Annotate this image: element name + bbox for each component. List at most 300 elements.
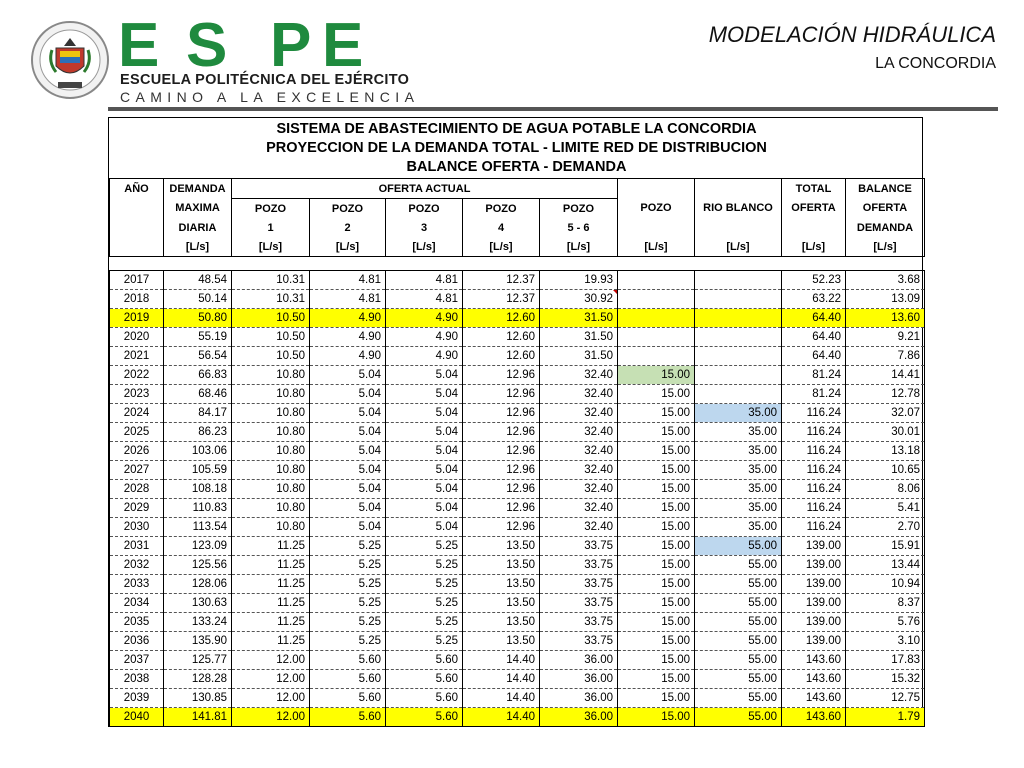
table-cell: 50.14 bbox=[164, 290, 232, 309]
table-cell: 13.50 bbox=[463, 537, 540, 556]
table-header-cell: [L/s] bbox=[310, 237, 386, 257]
table-cell: 12.96 bbox=[463, 404, 540, 423]
table-cell: 55.19 bbox=[164, 328, 232, 347]
table-cell: 2017 bbox=[110, 271, 164, 290]
table-cell: 10.50 bbox=[232, 347, 310, 366]
table-row bbox=[110, 613, 925, 632]
table-cell: 15.32 bbox=[846, 670, 925, 689]
table-cell: 4.81 bbox=[386, 271, 463, 290]
table-cell: 15.00 bbox=[618, 461, 695, 480]
table-cell: 55.00 bbox=[695, 670, 782, 689]
table-cell: 4.90 bbox=[386, 328, 463, 347]
table-header-cell: POZO bbox=[310, 199, 386, 219]
table-cell: 33.75 bbox=[540, 537, 618, 556]
table-cell: 5.04 bbox=[386, 385, 463, 404]
header-divider bbox=[108, 107, 998, 111]
table-cell bbox=[695, 347, 782, 366]
table-cell bbox=[695, 366, 782, 385]
table-cell: 30.92 bbox=[540, 290, 618, 309]
table-cell: 11.25 bbox=[232, 613, 310, 632]
table-cell: 11.25 bbox=[232, 537, 310, 556]
institution-motto: CAMINO A LA EXCELENCIA bbox=[120, 89, 420, 105]
table-cell: 32.40 bbox=[540, 442, 618, 461]
table-cell: 15.00 bbox=[618, 499, 695, 518]
table-cell: 2029 bbox=[110, 499, 164, 518]
table-cell: 4.90 bbox=[310, 347, 386, 366]
table-cell: 139.00 bbox=[782, 556, 846, 575]
table-header-cell: [L/s] bbox=[386, 237, 463, 257]
table-cell: 116.24 bbox=[782, 461, 846, 480]
table-cell: 10.31 bbox=[232, 290, 310, 309]
table-cell: 116.24 bbox=[782, 480, 846, 499]
table-header-cell: DEMANDA bbox=[164, 179, 232, 199]
table-cell: 10.80 bbox=[232, 404, 310, 423]
table-header-cell bbox=[695, 179, 782, 199]
table-cell: 5.04 bbox=[386, 404, 463, 423]
table-cell: 10.50 bbox=[232, 309, 310, 328]
table-cell: 12.60 bbox=[463, 328, 540, 347]
table-cell: 3.10 bbox=[846, 632, 925, 651]
table-row bbox=[110, 670, 925, 689]
table-row bbox=[110, 556, 925, 575]
page-title: MODELACIÓN HIDRÁULICA bbox=[708, 22, 996, 47]
table-cell: 32.40 bbox=[540, 480, 618, 499]
table-cell: 32.40 bbox=[540, 423, 618, 442]
table-cell: 64.40 bbox=[782, 328, 846, 347]
table-cell: 10.94 bbox=[846, 575, 925, 594]
table-row bbox=[110, 290, 925, 309]
table-cell: 8.37 bbox=[846, 594, 925, 613]
table-cell: 5.25 bbox=[310, 537, 386, 556]
table-cell: 36.00 bbox=[540, 689, 618, 708]
table-cell: 17.83 bbox=[846, 651, 925, 670]
table-cell: 2025 bbox=[110, 423, 164, 442]
table-cell: 105.59 bbox=[164, 461, 232, 480]
table-row bbox=[110, 328, 925, 347]
table-cell: 10.50 bbox=[232, 328, 310, 347]
table-cell: 15.00 bbox=[618, 366, 695, 385]
table-cell: 36.00 bbox=[540, 670, 618, 689]
table-cell: 10.31 bbox=[232, 271, 310, 290]
table-cell: 12.37 bbox=[463, 271, 540, 290]
table-cell: 10.65 bbox=[846, 461, 925, 480]
table-cell: 5.60 bbox=[386, 689, 463, 708]
table-cell: 5.25 bbox=[386, 632, 463, 651]
table-cell: 33.75 bbox=[540, 613, 618, 632]
table-cell: 12.96 bbox=[463, 461, 540, 480]
table-header-cell: POZO bbox=[232, 199, 310, 219]
table-cell: 12.96 bbox=[463, 366, 540, 385]
table-cell: 135.90 bbox=[164, 632, 232, 651]
table-cell: 81.24 bbox=[782, 385, 846, 404]
table-cell: 2027 bbox=[110, 461, 164, 480]
table-cell bbox=[695, 385, 782, 404]
table-cell: 35.00 bbox=[695, 461, 782, 480]
table-cell: 33.75 bbox=[540, 632, 618, 651]
table-row bbox=[110, 708, 925, 727]
brand-letter: E bbox=[322, 11, 364, 80]
table-cell: 10.80 bbox=[232, 385, 310, 404]
table-cell: 12.37 bbox=[463, 290, 540, 309]
table-header-cell: POZO bbox=[540, 199, 618, 219]
table-cell: 13.09 bbox=[846, 290, 925, 309]
table-cell: 13.50 bbox=[463, 556, 540, 575]
table-cell: 15.00 bbox=[618, 423, 695, 442]
table-header-cell bbox=[782, 218, 846, 237]
table-cell: 4.81 bbox=[386, 290, 463, 309]
table-cell: 2032 bbox=[110, 556, 164, 575]
table-cell: 5.04 bbox=[310, 385, 386, 404]
table-cell: 2033 bbox=[110, 575, 164, 594]
table-header-cell: RIO BLANCO bbox=[695, 199, 782, 219]
table-cell: 125.77 bbox=[164, 651, 232, 670]
table-cell: 36.00 bbox=[540, 708, 618, 727]
table-header-cell: [L/s] bbox=[846, 237, 925, 257]
table-cell: 12.96 bbox=[463, 499, 540, 518]
table-header-row bbox=[110, 237, 925, 257]
table-cell: 139.00 bbox=[782, 537, 846, 556]
table-cell: 4.81 bbox=[310, 271, 386, 290]
table-cell: 55.00 bbox=[695, 708, 782, 727]
table-header-cell: AÑO bbox=[110, 179, 164, 199]
table-cell: 2024 bbox=[110, 404, 164, 423]
table-cell: 15.00 bbox=[618, 670, 695, 689]
table-cell: 14.40 bbox=[463, 651, 540, 670]
table-cell: 13.50 bbox=[463, 632, 540, 651]
table-cell: 14.41 bbox=[846, 366, 925, 385]
table-title-line: BALANCE OFERTA - DEMANDA bbox=[406, 159, 627, 175]
table-cell: 116.24 bbox=[782, 442, 846, 461]
table-cell: 10.80 bbox=[232, 423, 310, 442]
table-cell: 5.04 bbox=[386, 461, 463, 480]
table-row bbox=[110, 309, 925, 328]
table-cell: 130.85 bbox=[164, 689, 232, 708]
table-cell: 66.83 bbox=[164, 366, 232, 385]
table-cell: 86.23 bbox=[164, 423, 232, 442]
table-cell: 116.24 bbox=[782, 499, 846, 518]
table-cell: 35.00 bbox=[695, 499, 782, 518]
table-cell: 3.68 bbox=[846, 271, 925, 290]
table-cell: 141.81 bbox=[164, 708, 232, 727]
table-row bbox=[110, 632, 925, 651]
table-cell: 5.60 bbox=[310, 689, 386, 708]
table-cell: 32.40 bbox=[540, 385, 618, 404]
table-cell: 35.00 bbox=[695, 518, 782, 537]
table-cell bbox=[695, 309, 782, 328]
brand-letter: S bbox=[186, 11, 228, 80]
table-cell bbox=[618, 328, 695, 347]
table-cell: 4.90 bbox=[310, 328, 386, 347]
espe-seal-logo bbox=[30, 20, 110, 100]
table-cell: 55.00 bbox=[695, 651, 782, 670]
table-cell: 5.04 bbox=[310, 499, 386, 518]
table-cell: 139.00 bbox=[782, 575, 846, 594]
table-cell: 5.25 bbox=[310, 575, 386, 594]
table-header-cell: OFERTA bbox=[846, 199, 925, 219]
table-cell: 15.00 bbox=[618, 651, 695, 670]
table-cell: 12.00 bbox=[232, 689, 310, 708]
table-cell: 2035 bbox=[110, 613, 164, 632]
table-cell: 2031 bbox=[110, 537, 164, 556]
table-cell: 5.60 bbox=[310, 708, 386, 727]
table-cell: 2021 bbox=[110, 347, 164, 366]
table-cell: 11.25 bbox=[232, 632, 310, 651]
table-header-cell bbox=[695, 218, 782, 237]
table-cell: 15.00 bbox=[618, 613, 695, 632]
table-cell: 15.00 bbox=[618, 404, 695, 423]
table-cell: 55.00 bbox=[695, 689, 782, 708]
table-cell: 14.40 bbox=[463, 708, 540, 727]
table-cell: 13.50 bbox=[463, 594, 540, 613]
table-cell: 81.24 bbox=[782, 366, 846, 385]
table-header-cell: POZO bbox=[463, 199, 540, 219]
table-cell: 2039 bbox=[110, 689, 164, 708]
table-cell: 5.04 bbox=[310, 518, 386, 537]
balance-table-frame bbox=[108, 117, 923, 727]
table-row bbox=[110, 271, 925, 290]
table-row bbox=[110, 404, 925, 423]
table-cell: 5.76 bbox=[846, 613, 925, 632]
table-cell: 143.60 bbox=[782, 689, 846, 708]
table-header-row bbox=[110, 199, 925, 219]
table-cell: 50.80 bbox=[164, 309, 232, 328]
table-cell: 36.00 bbox=[540, 651, 618, 670]
brand-letter: E bbox=[118, 11, 160, 80]
table-cell bbox=[695, 328, 782, 347]
table-cell: 35.00 bbox=[695, 423, 782, 442]
table-cell: 5.04 bbox=[386, 480, 463, 499]
table-cell: 55.00 bbox=[695, 537, 782, 556]
table-cell: 4.90 bbox=[310, 309, 386, 328]
table-cell: 64.40 bbox=[782, 309, 846, 328]
table-cell: 48.54 bbox=[164, 271, 232, 290]
spacer-cell bbox=[110, 257, 925, 271]
table-cell: 32.07 bbox=[846, 404, 925, 423]
balance-table bbox=[109, 178, 925, 727]
table-cell: 14.40 bbox=[463, 689, 540, 708]
table-cell: 63.22 bbox=[782, 290, 846, 309]
table-cell: 12.00 bbox=[232, 670, 310, 689]
table-cell: 4.81 bbox=[310, 290, 386, 309]
table-row bbox=[110, 594, 925, 613]
table-cell: 52.23 bbox=[782, 271, 846, 290]
table-cell: 10.80 bbox=[232, 442, 310, 461]
table-cell: 12.96 bbox=[463, 385, 540, 404]
table-cell: 13.18 bbox=[846, 442, 925, 461]
table-cell: 5.25 bbox=[310, 556, 386, 575]
table-cell: 2034 bbox=[110, 594, 164, 613]
table-cell: 12.60 bbox=[463, 309, 540, 328]
table-cell: 11.25 bbox=[232, 594, 310, 613]
table-cell: 15.00 bbox=[618, 556, 695, 575]
table-cell: 10.80 bbox=[232, 366, 310, 385]
table-cell: 2037 bbox=[110, 651, 164, 670]
table-cell: 33.75 bbox=[540, 556, 618, 575]
table-cell: 143.60 bbox=[782, 708, 846, 727]
table-header-cell: 5 - 6 bbox=[540, 218, 618, 237]
table-cell: 55.00 bbox=[695, 556, 782, 575]
table-cell: 5.25 bbox=[310, 632, 386, 651]
table-header-cell: BALANCE bbox=[846, 179, 925, 199]
brand-letter: P bbox=[270, 11, 312, 80]
table-cell: 139.00 bbox=[782, 632, 846, 651]
table-title-line: SISTEMA DE ABASTECIMIENTO DE AGUA POTABLE LA CONCORDIA bbox=[276, 121, 757, 137]
table-cell: 5.04 bbox=[310, 404, 386, 423]
table-header-cell: [L/s] bbox=[164, 237, 232, 257]
table-cell: 2036 bbox=[110, 632, 164, 651]
table-header-cell: [L/s] bbox=[695, 237, 782, 257]
institution-name: ESCUELA POLITÉCNICA DEL EJÉRCITO bbox=[120, 72, 410, 88]
table-cell: 31.50 bbox=[540, 328, 618, 347]
table-header-cell: POZO bbox=[386, 199, 463, 219]
table-cell: 5.04 bbox=[386, 442, 463, 461]
table-cell: 2038 bbox=[110, 670, 164, 689]
table-cell: 5.04 bbox=[386, 499, 463, 518]
table-cell: 2040 bbox=[110, 708, 164, 727]
table-cell: 31.50 bbox=[540, 309, 618, 328]
table-cell: 5.60 bbox=[386, 670, 463, 689]
table-cell: 5.25 bbox=[386, 575, 463, 594]
table-cell: 15.00 bbox=[618, 708, 695, 727]
table-cell: 2019 bbox=[110, 309, 164, 328]
table-header-cell: 2 bbox=[310, 218, 386, 237]
table-row bbox=[110, 651, 925, 670]
table-row bbox=[110, 575, 925, 594]
table-cell: 12.00 bbox=[232, 651, 310, 670]
table-header-cell: DIARIA bbox=[164, 218, 232, 237]
table-row bbox=[110, 518, 925, 537]
table-header-cell: [L/s] bbox=[232, 237, 310, 257]
table-cell: 5.04 bbox=[386, 423, 463, 442]
table-cell: 2030 bbox=[110, 518, 164, 537]
table-cell: 5.04 bbox=[386, 366, 463, 385]
table-cell: 10.80 bbox=[232, 480, 310, 499]
table-cell: 12.96 bbox=[463, 518, 540, 537]
table-cell: 139.00 bbox=[782, 594, 846, 613]
table-cell: 8.06 bbox=[846, 480, 925, 499]
table-cell: 5.25 bbox=[310, 613, 386, 632]
table-header-cell bbox=[110, 199, 164, 219]
table-header-row bbox=[110, 179, 925, 199]
table-cell: 32.40 bbox=[540, 499, 618, 518]
table-cell: 5.04 bbox=[310, 442, 386, 461]
table-cell: 14.40 bbox=[463, 670, 540, 689]
table-cell: 10.80 bbox=[232, 518, 310, 537]
table-row bbox=[110, 499, 925, 518]
table-cell: 15.00 bbox=[618, 575, 695, 594]
table-cell: 128.28 bbox=[164, 670, 232, 689]
table-cell: 33.75 bbox=[540, 575, 618, 594]
table-cell: 35.00 bbox=[695, 404, 782, 423]
table-cell: 15.00 bbox=[618, 537, 695, 556]
table-cell: 125.56 bbox=[164, 556, 232, 575]
table-cell: 15.91 bbox=[846, 537, 925, 556]
table-spacer-row bbox=[110, 257, 925, 271]
table-cell: 31.50 bbox=[540, 347, 618, 366]
table-cell: 32.40 bbox=[540, 404, 618, 423]
table-header-cell: POZO bbox=[618, 199, 695, 219]
table-cell: 15.00 bbox=[618, 385, 695, 404]
table-row bbox=[110, 366, 925, 385]
table-cell: 15.00 bbox=[618, 594, 695, 613]
table-cell: 55.00 bbox=[695, 594, 782, 613]
table-cell: 12.96 bbox=[463, 442, 540, 461]
table-header-cell: OFERTA ACTUAL bbox=[232, 179, 618, 199]
table-cell: 13.50 bbox=[463, 613, 540, 632]
table-row bbox=[110, 423, 925, 442]
table-row bbox=[110, 461, 925, 480]
table-cell: 13.44 bbox=[846, 556, 925, 575]
table-header-cell bbox=[618, 179, 695, 199]
table-header-cell: MAXIMA bbox=[164, 199, 232, 219]
table-row bbox=[110, 385, 925, 404]
table-cell: 33.75 bbox=[540, 594, 618, 613]
table-cell: 133.24 bbox=[164, 613, 232, 632]
table-cell: 103.06 bbox=[164, 442, 232, 461]
table-cell: 55.00 bbox=[695, 613, 782, 632]
table-header-cell bbox=[110, 218, 164, 237]
table-cell: 35.00 bbox=[695, 442, 782, 461]
table-header-cell bbox=[110, 237, 164, 257]
table-row bbox=[110, 689, 925, 708]
table-cell: 11.25 bbox=[232, 575, 310, 594]
table-cell: 4.90 bbox=[386, 309, 463, 328]
table-cell: 5.25 bbox=[386, 594, 463, 613]
table-cell: 7.86 bbox=[846, 347, 925, 366]
table-cell bbox=[618, 271, 695, 290]
table-header-cell: [L/s] bbox=[782, 237, 846, 257]
table-cell: 5.60 bbox=[386, 651, 463, 670]
table-header-cell: OFERTA bbox=[782, 199, 846, 219]
table-cell: 2028 bbox=[110, 480, 164, 499]
table-title-line: PROYECCION DE LA DEMANDA TOTAL - LIMITE RED DE DISTRIBUCION bbox=[266, 140, 767, 156]
table-cell: 5.25 bbox=[386, 537, 463, 556]
table-header-cell: DEMANDA bbox=[846, 218, 925, 237]
table-cell: 143.60 bbox=[782, 670, 846, 689]
table-cell: 5.04 bbox=[386, 518, 463, 537]
table-header-cell: [L/s] bbox=[618, 237, 695, 257]
table-cell: 13.50 bbox=[463, 575, 540, 594]
table-cell: 5.25 bbox=[310, 594, 386, 613]
table-cell: 2026 bbox=[110, 442, 164, 461]
table-cell: 5.04 bbox=[310, 366, 386, 385]
table-cell: 5.25 bbox=[386, 556, 463, 575]
table-cell: 84.17 bbox=[164, 404, 232, 423]
table-cell: 130.63 bbox=[164, 594, 232, 613]
table-cell: 15.00 bbox=[618, 518, 695, 537]
table-cell: 64.40 bbox=[782, 347, 846, 366]
table-cell: 30.01 bbox=[846, 423, 925, 442]
table-cell: 35.00 bbox=[695, 480, 782, 499]
table-cell: 5.04 bbox=[310, 461, 386, 480]
table-cell: 11.25 bbox=[232, 556, 310, 575]
table-header-row bbox=[110, 218, 925, 237]
table-header-cell: 1 bbox=[232, 218, 310, 237]
table-cell: 2020 bbox=[110, 328, 164, 347]
table-row bbox=[110, 537, 925, 556]
table-cell: 123.09 bbox=[164, 537, 232, 556]
table-cell bbox=[618, 309, 695, 328]
table-cell: 10.80 bbox=[232, 461, 310, 480]
table-cell: 12.75 bbox=[846, 689, 925, 708]
table-cell: 12.60 bbox=[463, 347, 540, 366]
page-subtitle: LA CONCORDIA bbox=[875, 55, 996, 72]
table-cell: 110.83 bbox=[164, 499, 232, 518]
table-header-cell: 4 bbox=[463, 218, 540, 237]
table-cell: 68.46 bbox=[164, 385, 232, 404]
table-cell: 12.96 bbox=[463, 423, 540, 442]
table-cell: 139.00 bbox=[782, 613, 846, 632]
